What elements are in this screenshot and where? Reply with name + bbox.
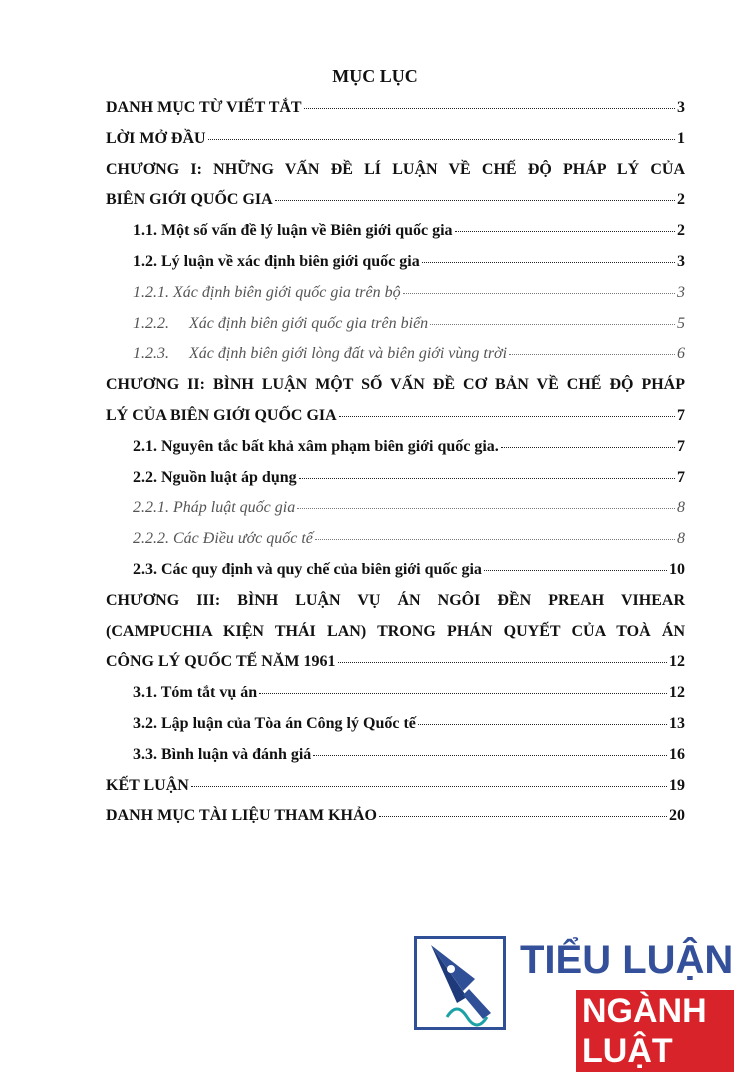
- toc-entry-text: 1.2.1. Xác định biên giới quốc gia trên bộ: [133, 283, 401, 301]
- dot-leader: [430, 324, 675, 325]
- toc-entry[interactable]: [106, 800, 685, 831]
- dot-leader: [339, 416, 675, 417]
- dot-leader: [403, 293, 675, 294]
- toc-entry-text: 2.2.2. Các Điều ước quốc tế: [133, 530, 313, 548]
- dot-leader: [315, 539, 675, 540]
- toc-page-number: 3: [677, 283, 685, 301]
- site-logo: [414, 932, 734, 1070]
- toc-entry-number: 1.2.3.: [133, 345, 169, 363]
- toc-entry[interactable]: [106, 215, 685, 246]
- toc-entry-text: BIÊN GIỚI QUỐC GIA: [106, 191, 273, 209]
- toc-page-number: 3: [677, 252, 685, 270]
- toc-page-number: 6: [677, 345, 685, 363]
- toc-entry-text: 2.3. Các quy định và quy chế của biên giới quốc gia: [133, 560, 482, 578]
- toc-entry-text: KẾT LUẬN: [106, 776, 189, 794]
- toc-entry[interactable]: [106, 677, 685, 708]
- dot-leader: [338, 662, 668, 663]
- toc-entry[interactable]: [106, 585, 685, 616]
- dot-leader: [299, 478, 675, 479]
- toc-page-number: 8: [677, 499, 685, 517]
- dot-leader: [484, 570, 667, 571]
- dot-leader: [313, 755, 667, 756]
- toc-entry-text: 3.3. Bình luận và đánh giá: [133, 745, 312, 763]
- dot-leader: [191, 786, 667, 787]
- dot-leader: [304, 108, 675, 109]
- logo-text-nganh-luat: NGÀNH LUẬT: [576, 990, 734, 1072]
- toc-entry-text: DANH MỤC TỪ VIẾT TẮT: [106, 99, 302, 116]
- pen-nib-icon: [414, 936, 506, 1030]
- toc-entry[interactable]: [106, 492, 685, 523]
- toc-entry-text: 2.2.1. Pháp luật quốc gia: [133, 499, 296, 517]
- table-of-contents: [106, 92, 685, 831]
- toc-entry-text: 3.2. Lập luận của Tòa án Công lý Quốc tế: [133, 714, 416, 732]
- toc-entry[interactable]: [106, 369, 685, 400]
- toc-page-number: 16: [669, 745, 685, 763]
- dot-leader: [418, 724, 667, 725]
- toc-page-number: 7: [677, 468, 685, 486]
- toc-entry-text: 3.1. Tóm tắt vụ án: [133, 684, 258, 702]
- toc-entry[interactable]: [106, 400, 685, 431]
- toc-entry-text: 2.2. Nguồn luật áp dụng: [133, 468, 297, 486]
- toc-entry[interactable]: [106, 523, 685, 554]
- toc-entry-text: DANH MỤC TÀI LIỆU THAM KHẢO: [106, 807, 377, 825]
- dot-leader: [509, 354, 675, 355]
- toc-entry-text: CÔNG LÝ QUỐC TẾ NĂM 1961: [106, 653, 336, 671]
- dot-leader: [275, 200, 675, 201]
- toc-entry-text: CHƯƠNG I: NHỮNG VẤN ĐỀ LÍ LUẬN VỀ CHẾ ĐỘ PHÁP LÝ CỦA: [106, 160, 685, 178]
- toc-entry-text: 1.2. Lý luận về xác định biên giới quốc gia: [133, 252, 420, 270]
- toc-page-number: 2: [677, 222, 685, 240]
- toc-entry-text: LỜI MỞ ĐẦU: [106, 129, 206, 147]
- toc-page-number: 13: [669, 714, 685, 732]
- toc-page-number: 12: [669, 684, 685, 702]
- toc-entry-text: LÝ CỦA BIÊN GIỚI QUỐC GIA: [106, 406, 337, 424]
- toc-entry[interactable]: [106, 184, 685, 215]
- toc-page-number: 10: [669, 560, 685, 578]
- toc-entry-text: CHƯƠNG II: BÌNH LUẬN MỘT SỐ VẤN ĐỀ CƠ BẢN VỀ CHẾ ĐỘ PHÁP: [106, 376, 685, 394]
- toc-entry[interactable]: [106, 431, 685, 462]
- toc-entry[interactable]: [106, 123, 685, 154]
- toc-entry[interactable]: [106, 308, 685, 339]
- toc-entry[interactable]: [106, 277, 685, 308]
- toc-entry-text: [133, 344, 507, 364]
- toc-page-number: 8: [677, 530, 685, 548]
- toc-entry-text: CHƯƠNG III: BÌNH LUẬN VỤ ÁN NGÔI ĐỀN PREAH VIHEAR: [106, 591, 685, 609]
- toc-page-number: 3: [677, 99, 685, 116]
- dot-leader: [297, 508, 675, 509]
- dot-leader: [422, 262, 675, 263]
- toc-page-number: 20: [669, 807, 685, 825]
- toc-entry[interactable]: [106, 92, 685, 123]
- toc-page-number: 1: [677, 129, 685, 147]
- toc-entry-label: Xác định biên giới lòng đất và biên giới vùng trời: [189, 345, 508, 363]
- toc-entry[interactable]: [106, 462, 685, 493]
- toc-entry[interactable]: [106, 708, 685, 739]
- toc-page-number: 7: [677, 437, 685, 455]
- toc-entry-text: (CAMPUCHIA KIỆN THÁI LAN) TRONG PHÁN QUYẾT CỦA TOÀ ÁN: [106, 622, 685, 640]
- dot-leader: [259, 693, 667, 694]
- toc-entry[interactable]: [106, 246, 685, 277]
- dot-leader: [501, 447, 675, 448]
- toc-entry[interactable]: [106, 770, 685, 801]
- toc-entry[interactable]: [106, 616, 685, 647]
- toc-entry[interactable]: [106, 739, 685, 770]
- toc-page-number: 5: [677, 314, 685, 332]
- dot-leader: [208, 139, 675, 140]
- toc-page-number: 12: [669, 653, 685, 671]
- toc-entry-text: [133, 314, 428, 334]
- dot-leader: [379, 816, 667, 817]
- toc-page-number: 19: [669, 776, 685, 794]
- toc-entry[interactable]: [106, 338, 685, 369]
- toc-entry-label: Xác định biên giới quốc gia trên biển: [189, 314, 429, 332]
- toc-entry[interactable]: [106, 554, 685, 585]
- toc-entry-text: 1.1. Một số vấn đề lý luận về Biên giới quốc gia: [133, 222, 453, 240]
- dot-leader: [455, 231, 675, 232]
- toc-page-number: 2: [677, 191, 685, 209]
- toc-entry-text: 2.1. Nguyên tắc bất khả xâm phạm biên giới quốc gia.: [133, 437, 499, 455]
- logo-text-tieu-luan: TIỂU LUẬN: [520, 938, 734, 982]
- toc-entry[interactable]: [106, 646, 685, 677]
- toc-entry[interactable]: [106, 154, 685, 185]
- toc-entry-number: 1.2.2.: [133, 314, 169, 332]
- page-title: MỤC LỤC: [332, 66, 418, 86]
- toc-page-number: 7: [677, 406, 685, 424]
